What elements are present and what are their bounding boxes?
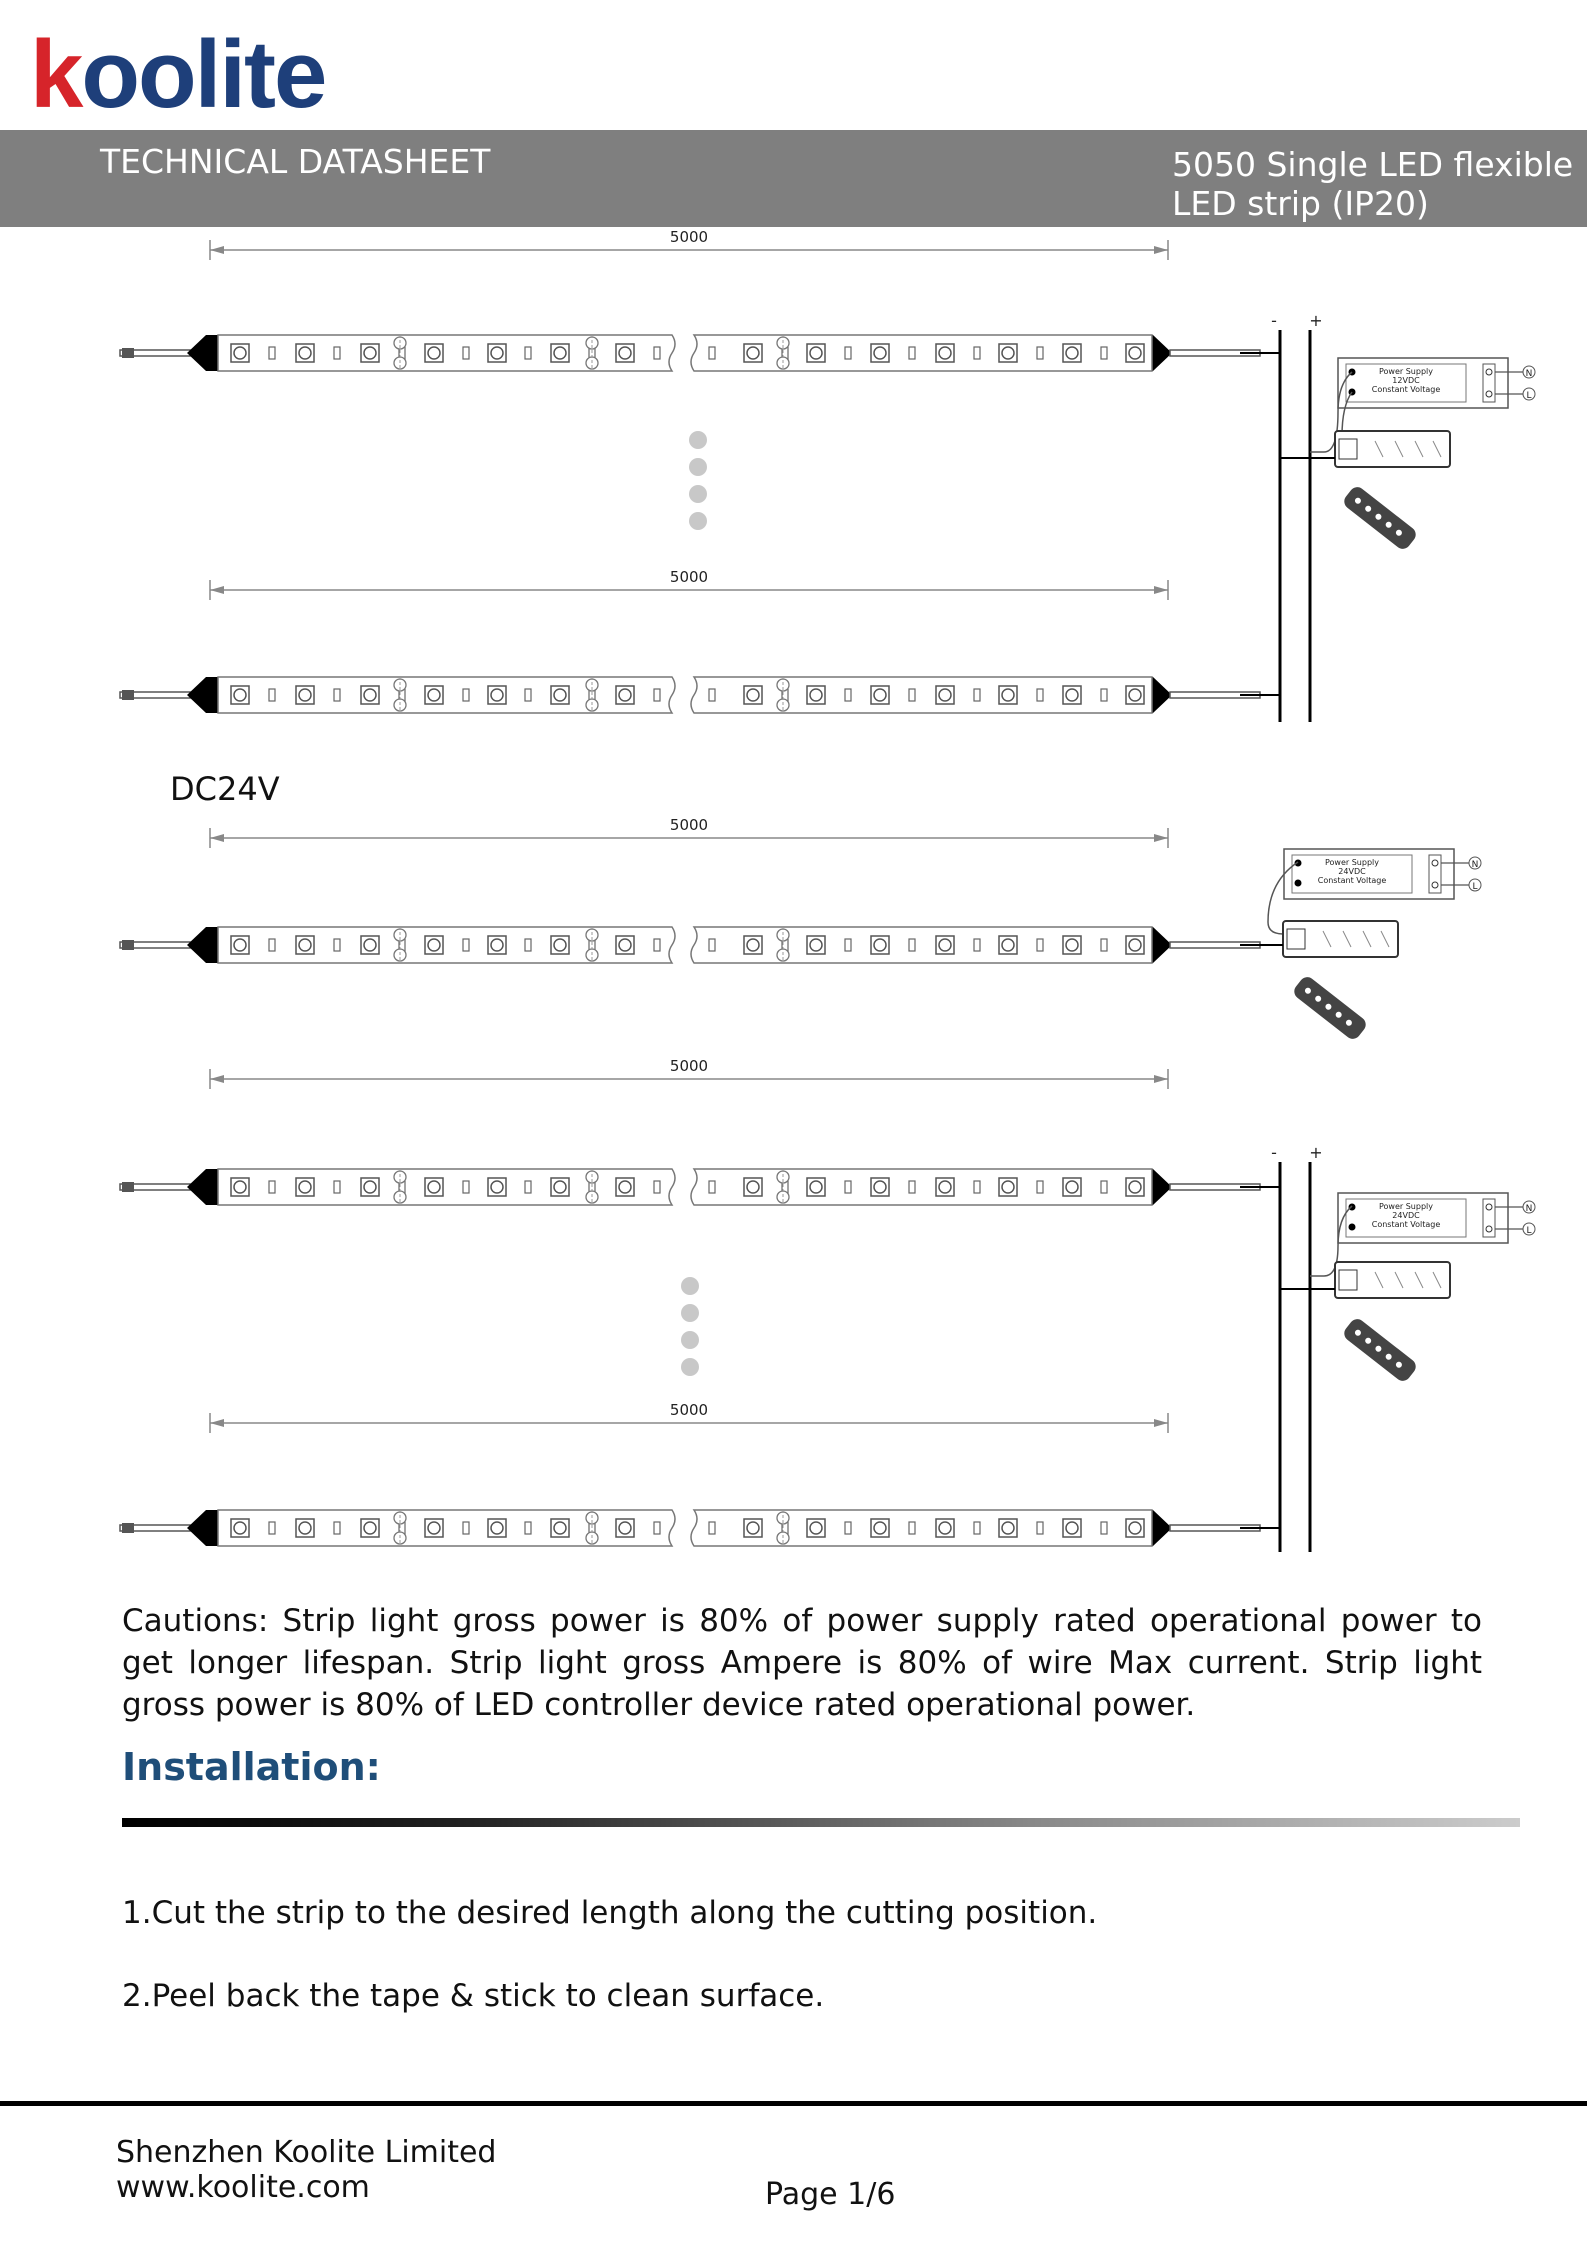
power-supply-text: Constant Voltage	[1317, 876, 1387, 885]
led-lens	[939, 347, 951, 359]
resistor-pad	[845, 689, 851, 701]
resistor-pad	[1101, 689, 1107, 701]
output-terminal	[1349, 1224, 1356, 1231]
led-lens	[874, 1181, 886, 1193]
led-lens	[619, 939, 631, 951]
led-lens	[747, 1522, 759, 1534]
led-lens	[874, 347, 886, 359]
end-cap-right	[1150, 677, 1172, 713]
resistor-pad	[334, 1181, 340, 1193]
product-title	[1172, 145, 1573, 223]
arrow-left-icon	[210, 1419, 224, 1427]
arrow-right-icon	[1154, 586, 1168, 594]
arrow-right-icon	[1154, 1075, 1168, 1083]
led-lens	[428, 689, 440, 701]
led-strip	[120, 1510, 1260, 1546]
led-lens	[234, 939, 246, 951]
led-lens	[810, 689, 822, 701]
resistor-pad	[334, 1522, 340, 1534]
installation-heading: Installation:	[122, 1745, 381, 1789]
led-lens	[810, 939, 822, 951]
terminal-screw	[1486, 391, 1492, 397]
strip-segment-left	[218, 335, 675, 371]
led-lens	[874, 689, 886, 701]
continuation-dot	[681, 1358, 699, 1376]
end-cap-left	[187, 677, 220, 713]
led-lens	[810, 1181, 822, 1193]
installation-step-1: 1.Cut the strip to the desired length along the cutting position.	[122, 1895, 1098, 1931]
resistor-pad	[845, 939, 851, 951]
resistor-pad	[845, 1181, 851, 1193]
remote-control	[1341, 1316, 1419, 1384]
resistor-pad	[1101, 939, 1107, 951]
power-supply-text: Constant Voltage	[1371, 385, 1441, 394]
terminal-n-label: N	[1525, 369, 1533, 379]
led-lens	[939, 1181, 951, 1193]
resistor-pad	[1101, 1181, 1107, 1193]
power-supply-text: Constant Voltage	[1371, 1220, 1441, 1229]
end-cap-right	[1150, 1510, 1172, 1546]
continuation-dot	[689, 458, 707, 476]
resistor-pad	[269, 347, 275, 359]
footer-company	[116, 2135, 496, 2205]
resistor-pad	[1037, 347, 1043, 359]
resistor-pad	[463, 939, 469, 951]
resistor-pad	[463, 347, 469, 359]
led-lens	[747, 939, 759, 951]
resistor-pad	[525, 1181, 531, 1193]
led-lens	[364, 939, 376, 951]
arrow-right-icon	[1154, 834, 1168, 842]
led-lens	[491, 1181, 503, 1193]
arrow-left-icon	[210, 246, 224, 254]
koolite-logo: koolite	[30, 21, 326, 128]
controller-terminal	[1339, 439, 1357, 459]
resistor-pad	[269, 689, 275, 701]
end-cap-left	[187, 335, 220, 371]
terminal-screw	[1486, 1204, 1492, 1210]
led-lens	[810, 1522, 822, 1534]
resistor-pad	[463, 1181, 469, 1193]
installation-step-2: 2.Peel back the tape & stick to clean surface.	[122, 1978, 825, 2014]
resistor-pad	[525, 939, 531, 951]
resistor-pad	[525, 689, 531, 701]
resistor-pad	[909, 689, 915, 701]
power-supply	[1338, 358, 1535, 408]
resistor-pad	[709, 1522, 715, 1534]
strip-segment-left	[218, 677, 675, 713]
led-lens	[299, 1522, 311, 1534]
power-supply-text: 24VDC	[1392, 1211, 1420, 1220]
resistor-pad	[1037, 1181, 1043, 1193]
resistor-pad	[909, 347, 915, 359]
led-lens	[1002, 939, 1014, 951]
continuation-dot	[681, 1331, 699, 1349]
footer-divider	[0, 2101, 1587, 2106]
led-lens	[939, 689, 951, 701]
led-lens	[874, 1522, 886, 1534]
led-lens	[874, 939, 886, 951]
led-lens	[234, 1181, 246, 1193]
resistor-pad	[269, 1181, 275, 1193]
terminal-l-label: L	[1472, 882, 1478, 892]
resistor-pad	[1037, 939, 1043, 951]
resistor-pad	[334, 939, 340, 951]
continuation-dot	[689, 512, 707, 530]
arrow-left-icon	[210, 586, 224, 594]
led-lens	[491, 939, 503, 951]
terminal-l-label: L	[1526, 391, 1532, 401]
resistor-pad	[654, 1181, 660, 1193]
wire-tip	[122, 1523, 134, 1533]
resistor-pad	[269, 939, 275, 951]
power-supply-text: Power Supply	[1325, 858, 1379, 867]
wire-tip	[122, 1182, 134, 1192]
wire-tip	[122, 348, 134, 358]
led-lens	[747, 347, 759, 359]
led-strip	[120, 677, 1260, 713]
remote-control	[1291, 974, 1369, 1042]
power-supply	[1338, 1193, 1535, 1243]
led-lens	[1129, 347, 1141, 359]
cautions-text: Cautions: Strip light gross power is 80% of power supply rated operational power to get longer lifespan. Strip light gross Ampere is 80% of wire Max current. Strip light gross power is 80% of LED controller device rated operational power.	[122, 1603, 1482, 1723]
led-controller	[1335, 431, 1450, 467]
led-lens	[554, 939, 566, 951]
resistor-pad	[463, 689, 469, 701]
wire-tip	[122, 940, 134, 950]
led-strip	[120, 927, 1260, 963]
company-website: www.koolite.com	[116, 2170, 370, 2205]
led-lens	[1066, 939, 1078, 951]
led-lens	[554, 347, 566, 359]
wire-tip	[122, 690, 134, 700]
power-supply-text: 12VDC	[1392, 376, 1420, 385]
led-lens	[1066, 1181, 1078, 1193]
strip-length-label: 5000	[669, 1057, 709, 1075]
company-name: Shenzhen Koolite Limited	[116, 2135, 497, 2170]
led-lens	[810, 347, 822, 359]
resistor-pad	[654, 939, 660, 951]
resistor-pad	[334, 689, 340, 701]
installation-divider	[122, 1818, 1520, 1827]
led-lens	[428, 939, 440, 951]
led-lens	[1002, 1181, 1014, 1193]
led-lens	[939, 1522, 951, 1534]
resistor-pad	[525, 347, 531, 359]
led-lens	[428, 1181, 440, 1193]
resistor-pad	[845, 1522, 851, 1534]
led-lens	[619, 347, 631, 359]
resistor-pad	[1037, 1522, 1043, 1534]
resistor-pad	[909, 1181, 915, 1193]
page-number: Page 1/6	[765, 2177, 896, 2212]
resistor-pad	[463, 1522, 469, 1534]
arrow-left-icon	[210, 1075, 224, 1083]
led-lens	[1066, 689, 1078, 701]
continuation-dot	[681, 1277, 699, 1295]
bus-minus-label: -	[1271, 311, 1277, 330]
led-lens	[491, 1522, 503, 1534]
continuation-dot	[681, 1304, 699, 1322]
dc24v-label: DC24V	[170, 770, 280, 808]
led-lens	[619, 1181, 631, 1193]
led-lens	[554, 1522, 566, 1534]
output-terminal	[1295, 880, 1302, 887]
controller-terminal	[1287, 929, 1305, 949]
led-strip	[120, 1169, 1260, 1205]
resistor-pad	[709, 689, 715, 701]
terminal-n-label: N	[1525, 1204, 1533, 1214]
power-supply-text: Power Supply	[1379, 367, 1433, 376]
led-lens	[747, 689, 759, 701]
strip-length-label: 5000	[669, 816, 709, 834]
led-lens	[1066, 347, 1078, 359]
power-supply-text: 24VDC	[1338, 867, 1366, 876]
strip-segment-left	[218, 1169, 675, 1205]
strip-length-label: 5000	[669, 568, 709, 586]
document-type-title: TECHNICAL DATASHEET	[100, 142, 491, 181]
continuation-dot	[689, 431, 707, 449]
led-lens	[939, 939, 951, 951]
led-strip	[120, 335, 1260, 371]
end-cap-right	[1150, 1169, 1172, 1205]
led-lens	[1002, 689, 1014, 701]
led-lens	[299, 689, 311, 701]
led-lens	[619, 689, 631, 701]
led-lens	[364, 347, 376, 359]
resistor-pad	[845, 347, 851, 359]
bus-minus-label: -	[1271, 1143, 1277, 1162]
led-lens	[491, 689, 503, 701]
led-lens	[1129, 1522, 1141, 1534]
arrow-right-icon	[1154, 246, 1168, 254]
remote-control	[1341, 484, 1419, 552]
end-cap-left	[187, 927, 220, 963]
led-lens	[364, 1522, 376, 1534]
resistor-pad	[654, 1522, 660, 1534]
led-lens	[747, 1181, 759, 1193]
strip-segment-left	[218, 1510, 675, 1546]
resistor-pad	[909, 1522, 915, 1534]
end-cap-right	[1150, 927, 1172, 963]
resistor-pad	[974, 689, 980, 701]
led-lens	[1066, 1522, 1078, 1534]
wiring-diagrams	[0, 227, 1587, 1567]
product-title-line-1: 5050 Single LED flexible	[1172, 145, 1574, 184]
led-lens	[1129, 689, 1141, 701]
end-cap-right	[1150, 335, 1172, 371]
led-lens	[234, 347, 246, 359]
led-lens	[234, 1522, 246, 1534]
led-lens	[1002, 1522, 1014, 1534]
controller-terminal	[1339, 1270, 1357, 1290]
power-supply	[1284, 849, 1481, 899]
terminal-screw	[1432, 860, 1438, 866]
strip-length-label: 5000	[669, 1401, 709, 1419]
led-controller	[1283, 921, 1398, 957]
resistor-pad	[974, 1522, 980, 1534]
resistor-pad	[909, 939, 915, 951]
led-lens	[554, 1181, 566, 1193]
resistor-pad	[709, 1181, 715, 1193]
bus-plus-label: +	[1309, 311, 1323, 330]
led-lens	[364, 689, 376, 701]
arrow-right-icon	[1154, 1419, 1168, 1427]
resistor-pad	[654, 347, 660, 359]
led-lens	[1129, 1181, 1141, 1193]
led-controller	[1335, 1262, 1450, 1298]
end-cap-left	[187, 1169, 220, 1205]
led-lens	[234, 689, 246, 701]
resistor-pad	[974, 1181, 980, 1193]
led-lens	[491, 347, 503, 359]
strip-length-label: 5000	[669, 228, 709, 246]
led-lens	[1002, 347, 1014, 359]
continuation-dot	[689, 485, 707, 503]
led-lens	[619, 1522, 631, 1534]
resistor-pad	[1037, 689, 1043, 701]
terminal-screw	[1432, 882, 1438, 888]
output-terminal	[1349, 1204, 1356, 1211]
led-lens	[299, 1181, 311, 1193]
resistor-pad	[525, 1522, 531, 1534]
led-lens	[554, 689, 566, 701]
led-lens	[299, 347, 311, 359]
terminal-screw	[1486, 1226, 1492, 1232]
bus-plus-label: +	[1309, 1143, 1323, 1162]
power-supply-text: Power Supply	[1379, 1202, 1433, 1211]
led-lens	[364, 1181, 376, 1193]
end-cap-left	[187, 1510, 220, 1546]
resistor-pad	[974, 939, 980, 951]
led-lens	[428, 1522, 440, 1534]
led-lens	[1129, 939, 1141, 951]
led-lens	[428, 347, 440, 359]
resistor-pad	[269, 1522, 275, 1534]
resistor-pad	[709, 939, 715, 951]
led-lens	[299, 939, 311, 951]
resistor-pad	[334, 347, 340, 359]
resistor-pad	[974, 347, 980, 359]
terminal-screw	[1486, 369, 1492, 375]
resistor-pad	[1101, 1522, 1107, 1534]
terminal-n-label: N	[1471, 860, 1479, 870]
resistor-pad	[654, 689, 660, 701]
product-title-line-2: LED strip (IP20)	[1172, 184, 1429, 223]
terminal-l-label: L	[1526, 1226, 1532, 1236]
strip-segment-left	[218, 927, 675, 963]
arrow-left-icon	[210, 834, 224, 842]
resistor-pad	[709, 347, 715, 359]
resistor-pad	[1101, 347, 1107, 359]
